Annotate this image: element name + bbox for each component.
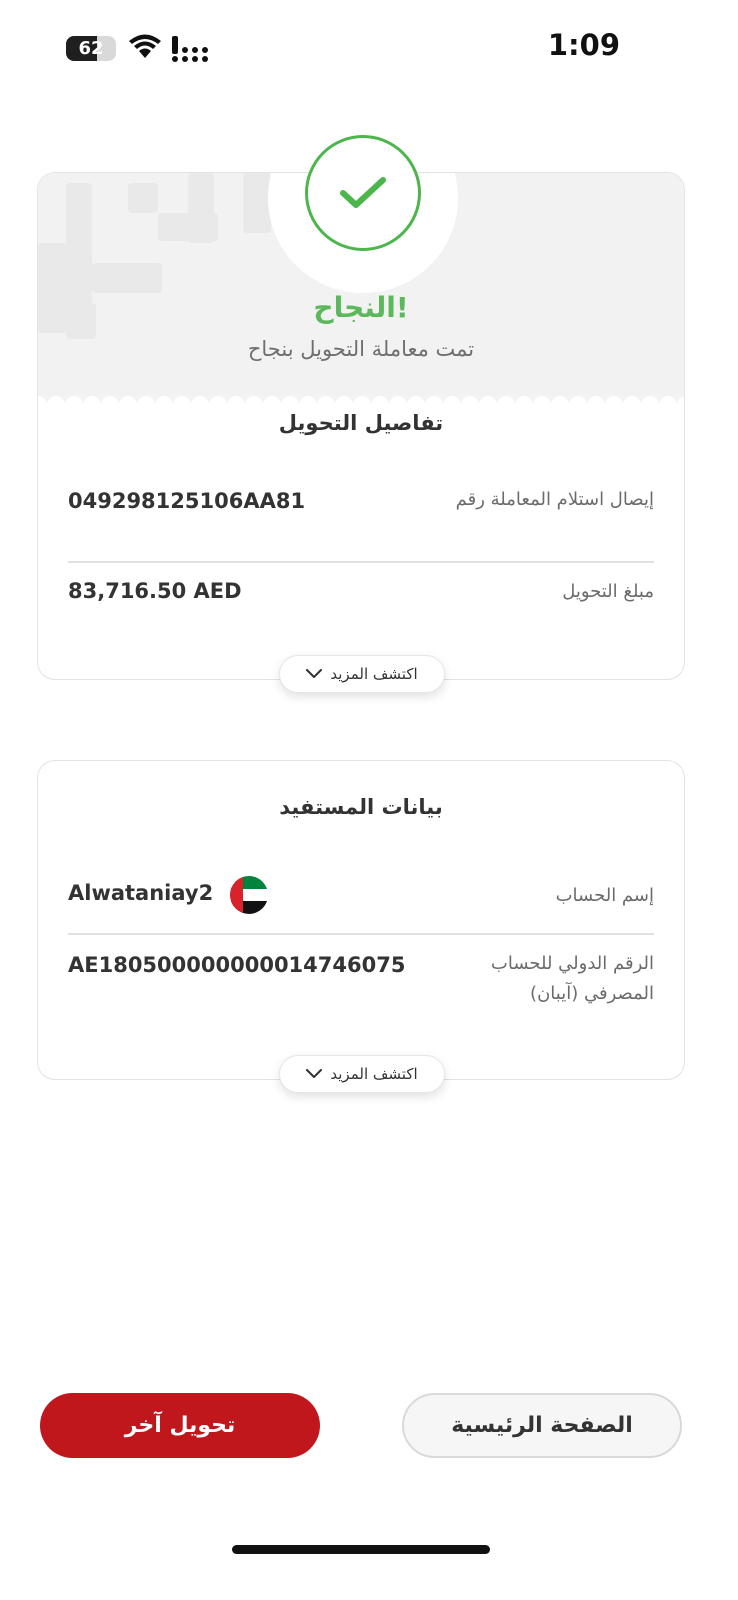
iban-label: الرقم الدولي للحساب المصرفي (آيبان) [490, 953, 654, 1004]
beneficiary-card [37, 760, 685, 1083]
receipt-number-value: 049298125106AA81 [68, 489, 306, 513]
show-more-beneficiary-button[interactable] [279, 1055, 445, 1093]
clock: 1:09 [547, 28, 620, 62]
transfer-amount-label: مبلغ التحويل [562, 581, 654, 602]
show-more-label: اكتشف المزيد [330, 665, 418, 683]
uae-flag-icon [230, 876, 268, 914]
success-subtitle: تمت معاملة التحويل بنجاح [247, 337, 475, 361]
iban-value: AE180500000000014746075 [68, 953, 406, 977]
divider [68, 933, 654, 935]
divider [68, 561, 654, 563]
transfer-amount-value: 83,716.50 AED [68, 579, 242, 603]
checkmark-icon [305, 135, 421, 251]
show-more-transfer-button[interactable] [279, 655, 445, 693]
transfer-details-card [37, 172, 685, 683]
show-more-label: اكتشف المزيد [330, 1065, 418, 1083]
battery-level: 62 [78, 38, 104, 59]
account-name-value: Alwataniay2 [68, 881, 214, 905]
chevron-down-icon [306, 669, 322, 679]
transfer-details-title: تفاصيل التحويل [278, 411, 444, 435]
hero-scallop-edge [38, 391, 684, 403]
signal-icon [172, 36, 212, 66]
receipt-number-label: إيصال استلام المعاملة رقم [455, 489, 654, 510]
success-title: النجاح! [313, 291, 409, 324]
another-transfer-button[interactable]: تحويل آخر [40, 1393, 320, 1458]
status-bar [0, 0, 738, 96]
beneficiary-title: بيانات المستفيد [279, 795, 443, 819]
battery-icon [66, 36, 116, 61]
home-button[interactable]: الصفحة الرئيسية [402, 1393, 682, 1458]
wifi-icon [128, 34, 162, 64]
home-indicator [232, 1545, 490, 1554]
chevron-down-icon [306, 1069, 322, 1079]
account-name-label: إسم الحساب [555, 885, 654, 906]
